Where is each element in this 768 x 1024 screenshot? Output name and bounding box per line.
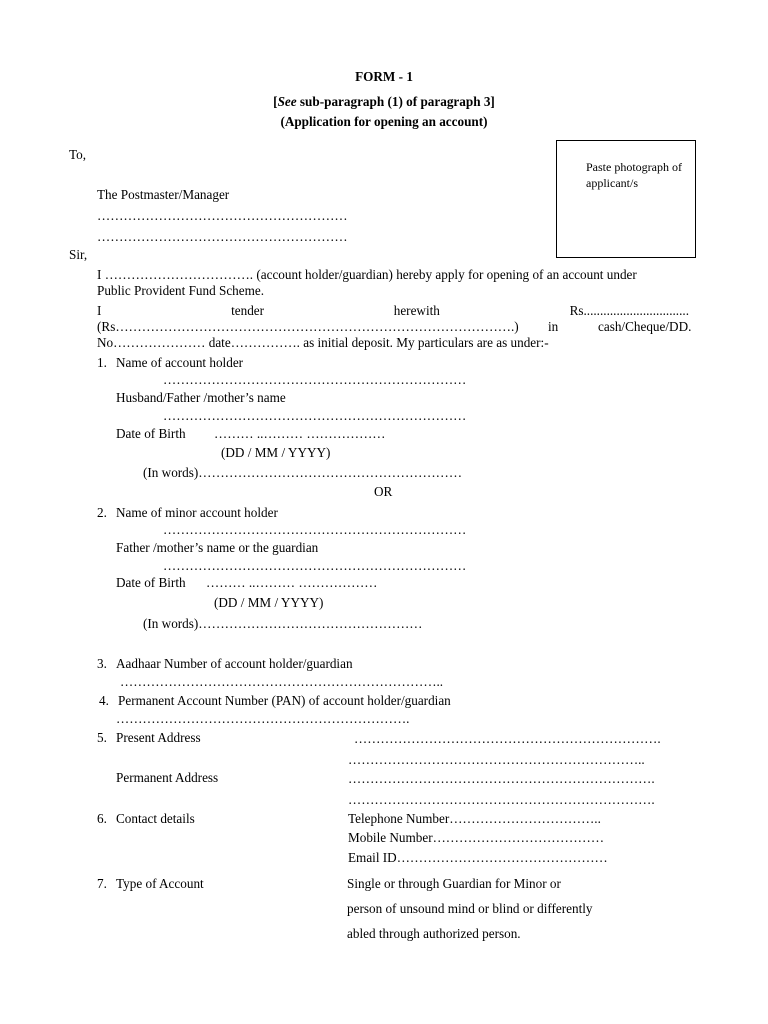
account-holder-name-label: Name of account holder [116,355,244,370]
salutation: Sir, [69,247,88,262]
aadhaar-field[interactable]: ……………………………………………………………….. [120,674,444,689]
item-1-number: 1. [97,355,107,370]
tender-word-tender: tender [231,303,265,318]
reference-text: sub-paragraph (1) of paragraph 3] [299,94,495,109]
account-type-label: Type of Account [116,876,204,891]
dob-field[interactable]: ……… ..……… ……………… [214,426,386,441]
rs-amount-words[interactable]: (Rs……………………………………………………………………………….) [97,319,519,334]
payment-mode: cash/Cheque/DD. [598,319,692,334]
account-type-text-3: abled through authorized person. [347,926,521,941]
telephone-number-field[interactable]: Telephone Number…………………………….. [348,811,601,826]
present-address-line-1[interactable]: ……………………………………………………………. [354,731,661,746]
to-label: To, [69,147,87,162]
item-6-number: 6. [97,811,107,826]
item-7-number: 7. [97,876,107,891]
address-line-1[interactable]: ………………………………………………… [97,208,348,223]
postmaster-label: The Postmaster/Manager [97,187,230,202]
minor-dob-format: (DD / MM / YYYY) [214,595,324,610]
husband-father-mother-field[interactable]: …………………………………………………………… [163,408,467,423]
permanent-address-line-2[interactable]: ……………………………………………………………. [348,792,655,807]
dob-label: Date of Birth [116,426,186,441]
account-holder-name-field[interactable]: …………………………………………………………… [163,372,467,387]
photograph-box [556,140,696,258]
dob-format: (DD / MM / YYYY) [221,445,331,460]
item-5-number: 5. [97,730,107,745]
rs-in: in [548,319,559,334]
guardian-name-label: Father /mother’s name or the guardian [116,540,319,555]
minor-dob-in-words[interactable]: (In words)…………………………………………… [143,616,423,631]
item-3-number: 3. [97,656,107,671]
minor-dob-field[interactable]: ……… ..……… ……………… [206,575,378,590]
pan-field[interactable]: …………………………………………………………. [116,711,410,726]
guardian-name-field[interactable]: …………………………………………………………… [163,558,467,573]
tender-word-herewith: herewith [393,303,440,318]
form-subtitle: (Application for opening an account) [280,114,488,129]
deposit-number-date-line: No………………… date……………. as initial deposit. My particulars are as under:- [97,335,549,350]
see-word: See [277,94,297,109]
tender-line [97,303,689,318]
contact-details-label: Contact details [116,811,195,826]
pan-label: Permanent Account Number (PAN) of account holder/guardian [118,693,451,708]
minor-name-field[interactable]: …………………………………………………………… [163,522,467,537]
dob-in-words[interactable]: (In words)…………………………………………………… [143,465,463,480]
or-separator: OR [374,484,393,499]
item-2-number: 2. [97,505,107,520]
aadhaar-label: Aadhaar Number of account holder/guardian [116,656,353,671]
permanent-address-label: Permanent Address [116,770,219,785]
account-type-text-1: Single or through Guardian for Minor or [347,876,561,891]
form-reference [0,94,768,109]
item-4-number: 4. [99,693,109,708]
present-address-label: Present Address [116,730,201,745]
reference-open-bracket: [ [273,94,278,109]
minor-dob-label: Date of Birth [116,575,186,590]
form-title: FORM - 1 [355,69,413,84]
intro-line-1: I ……………………………. (account holder/guardian) hereby apply for opening of an account under [97,267,637,282]
minor-name-label: Name of minor account holder [116,505,278,520]
email-id-field[interactable]: Email ID………………………………………… [348,850,608,865]
present-address-line-2[interactable]: ………………………………………………………….. [348,752,645,767]
intro-line-2: Public Provident Fund Scheme. [97,283,265,298]
tender-word-i: I [97,303,102,318]
mobile-number-field[interactable]: Mobile Number………………………………… [348,830,605,845]
permanent-address-line-1[interactable]: ……………………………………………………………. [348,771,655,786]
photograph-label: Paste photograph of applicant/s [586,160,682,190]
address-line-2[interactable]: ………………………………………………… [97,229,348,244]
account-type-text-2: person of unsound mind or blind or differently [347,901,593,916]
husband-father-mother-label: Husband/Father /mother’s name [116,390,286,405]
tender-word-rs[interactable]: Rs................................ [569,303,689,318]
